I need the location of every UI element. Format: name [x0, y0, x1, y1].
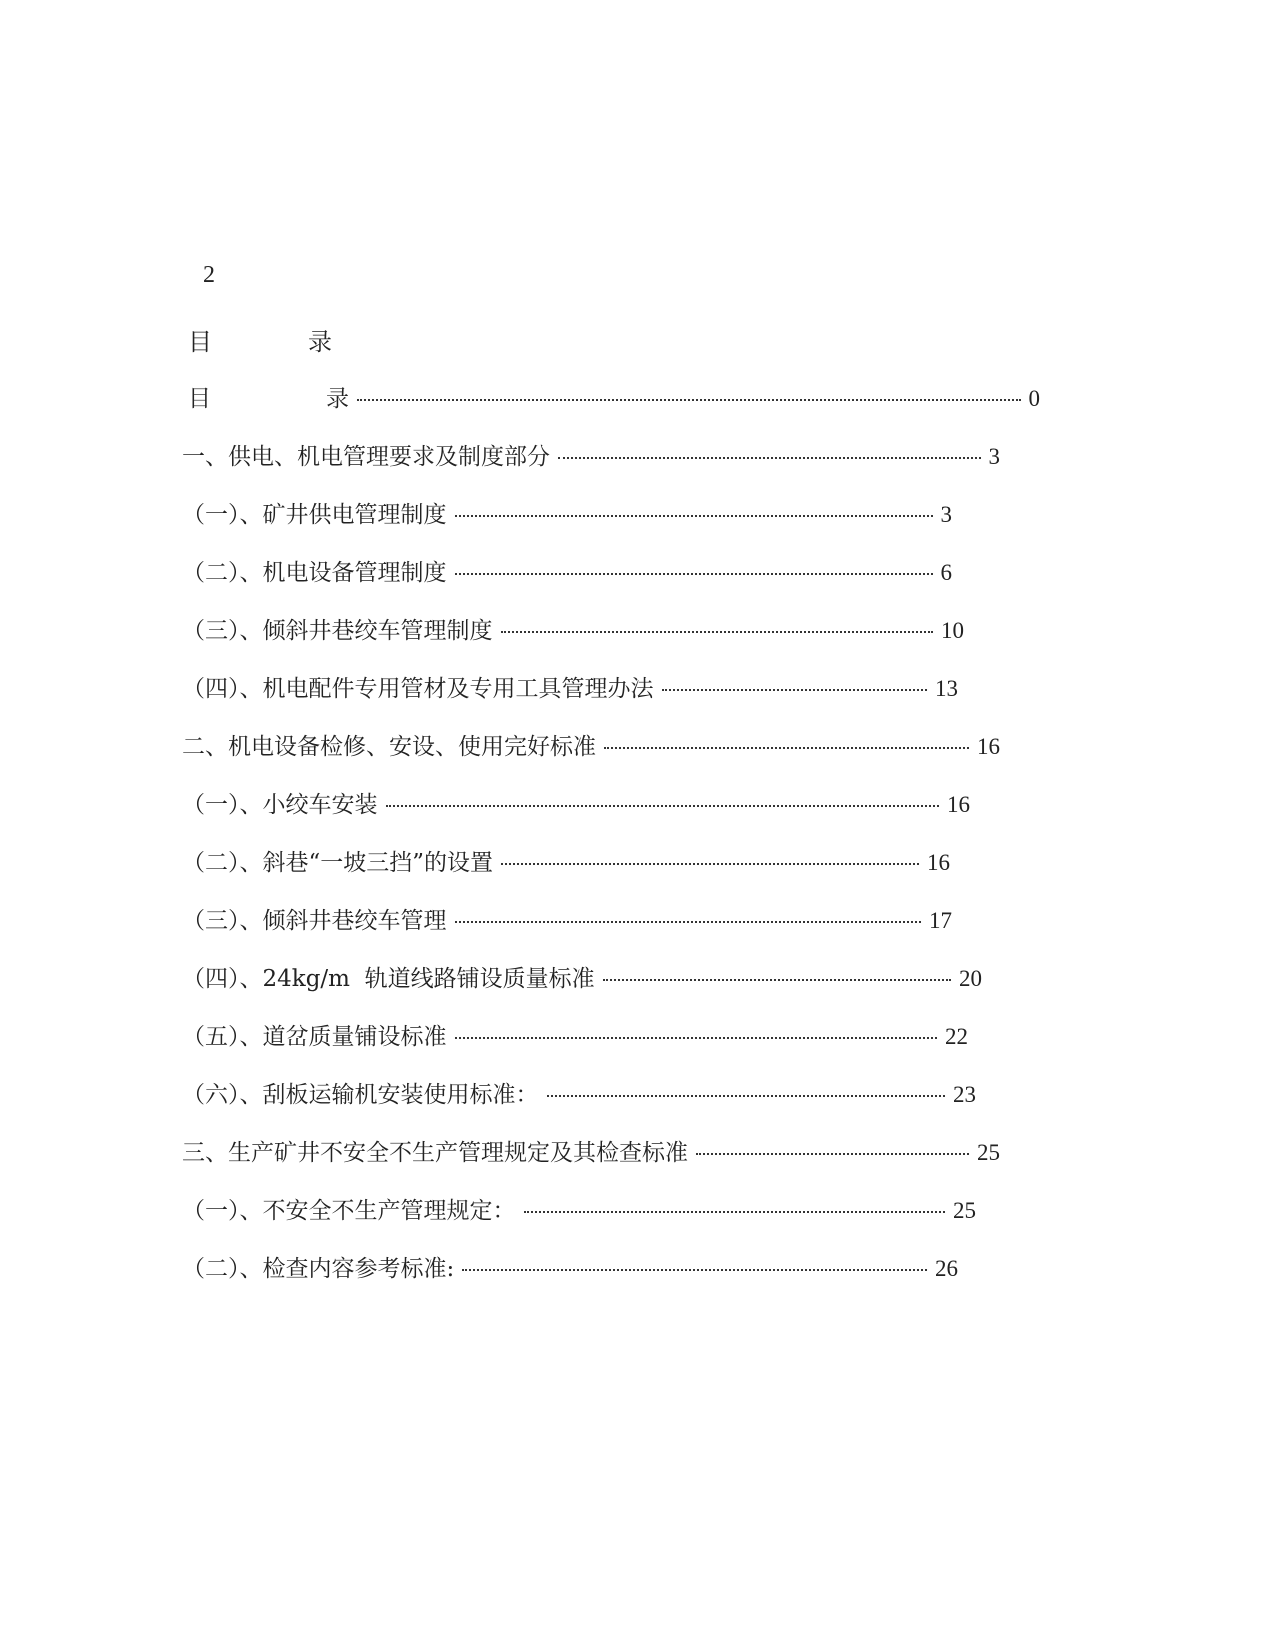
- toc-dot-leader: [501, 631, 934, 633]
- toc-dot-leader: [455, 921, 922, 923]
- toc-entry-page: 17: [929, 908, 952, 933]
- toc-entry-page: 10: [941, 618, 964, 643]
- toc-entry[interactable]: [182, 496, 952, 532]
- toc-entry[interactable]: [182, 786, 970, 822]
- toc-entry-page: 26: [935, 1256, 958, 1281]
- toc-entry[interactable]: [182, 728, 1000, 764]
- toc-dot-leader: [455, 1037, 938, 1039]
- toc-entry[interactable]: [182, 1192, 976, 1228]
- toc-dot-leader: [455, 515, 933, 517]
- toc-entry-label: 三、生产矿井不安全不生产管理规定及其检查标准: [182, 1140, 688, 1166]
- toc-entry[interactable]: [188, 380, 1040, 416]
- toc-entry-label: （二）、检查内容参考标准:: [182, 1256, 455, 1282]
- toc-entry-page: 3: [940, 502, 952, 527]
- toc-entry[interactable]: [182, 902, 952, 938]
- toc-entry-label: （一）、小绞车安装: [182, 792, 378, 818]
- toc-entry[interactable]: [182, 554, 952, 590]
- toc-entry-label: （四）、24kg/m 轨道线路铺设质量标准: [182, 966, 595, 992]
- toc-dot-leader: [357, 399, 1021, 401]
- toc-entry[interactable]: [182, 1250, 958, 1286]
- toc-entry-label: （三）、倾斜井巷绞车管理: [182, 908, 447, 934]
- toc-entry[interactable]: [182, 612, 964, 648]
- toc-entry-page: 16: [927, 850, 950, 875]
- toc-dot-leader: [455, 573, 933, 575]
- toc-entry-page: 16: [977, 734, 1000, 759]
- toc-entry-label: 一、供电、机电管理要求及制度部分: [182, 444, 550, 470]
- toc-entry[interactable]: [182, 1076, 976, 1112]
- toc-entry-page: 3: [988, 444, 1000, 469]
- toc-entry-page: 0: [1028, 386, 1040, 411]
- toc-entry-page: 20: [959, 966, 982, 991]
- toc-entry-page: 16: [947, 792, 970, 817]
- toc-entry-label: 目 录: [188, 386, 349, 412]
- toc-entry-label: （二）、斜巷“一坡三挡”的设置: [182, 850, 494, 876]
- toc-dot-leader: [501, 863, 919, 865]
- toc-dot-leader: [604, 747, 969, 749]
- toc-entry-label: （一）、不安全不生产管理规定：: [182, 1198, 516, 1224]
- toc-entry[interactable]: [182, 844, 950, 880]
- toc-entry-label: （五）、道岔质量铺设标准: [182, 1024, 447, 1050]
- toc-entry-label: （六）、刮板运输机安装使用标准：: [182, 1082, 539, 1108]
- page-number: 2: [203, 262, 215, 288]
- toc-entry-page: 6: [940, 560, 952, 585]
- toc-entry[interactable]: [182, 670, 958, 706]
- toc-entry-page: 25: [953, 1198, 976, 1223]
- toc-entry[interactable]: [182, 438, 1000, 474]
- toc-heading-char-2: 录: [308, 328, 332, 356]
- toc-entry-label: （一）、矿井供电管理制度: [182, 502, 447, 528]
- toc-dot-leader: [547, 1095, 946, 1097]
- toc-entry[interactable]: [182, 1134, 1000, 1170]
- toc-dot-leader: [386, 805, 940, 807]
- toc-entry[interactable]: [182, 1018, 968, 1054]
- toc-dot-leader: [558, 457, 981, 459]
- toc-entry-label: （三）、倾斜井巷绞车管理制度: [182, 618, 493, 644]
- toc-dot-leader: [696, 1153, 969, 1155]
- toc-entry-label: 二、机电设备检修、安设、使用完好标准: [182, 734, 596, 760]
- toc-dot-leader: [524, 1211, 946, 1213]
- toc-entry-label: （四）、机电配件专用管材及专用工具管理办法: [182, 676, 654, 702]
- toc-dot-leader: [662, 689, 928, 691]
- toc-entry-page: 23: [953, 1082, 976, 1107]
- toc-dot-leader: [603, 979, 951, 981]
- toc-entry-label: （二）、机电设备管理制度: [182, 560, 447, 586]
- toc-entry-page: 13: [935, 676, 958, 701]
- toc-dot-leader: [462, 1269, 927, 1271]
- toc-entry[interactable]: [182, 960, 982, 996]
- toc-entry-page: 22: [945, 1024, 968, 1049]
- toc-heading-char-1: 目: [188, 328, 212, 356]
- toc-entry-page: 25: [977, 1140, 1000, 1165]
